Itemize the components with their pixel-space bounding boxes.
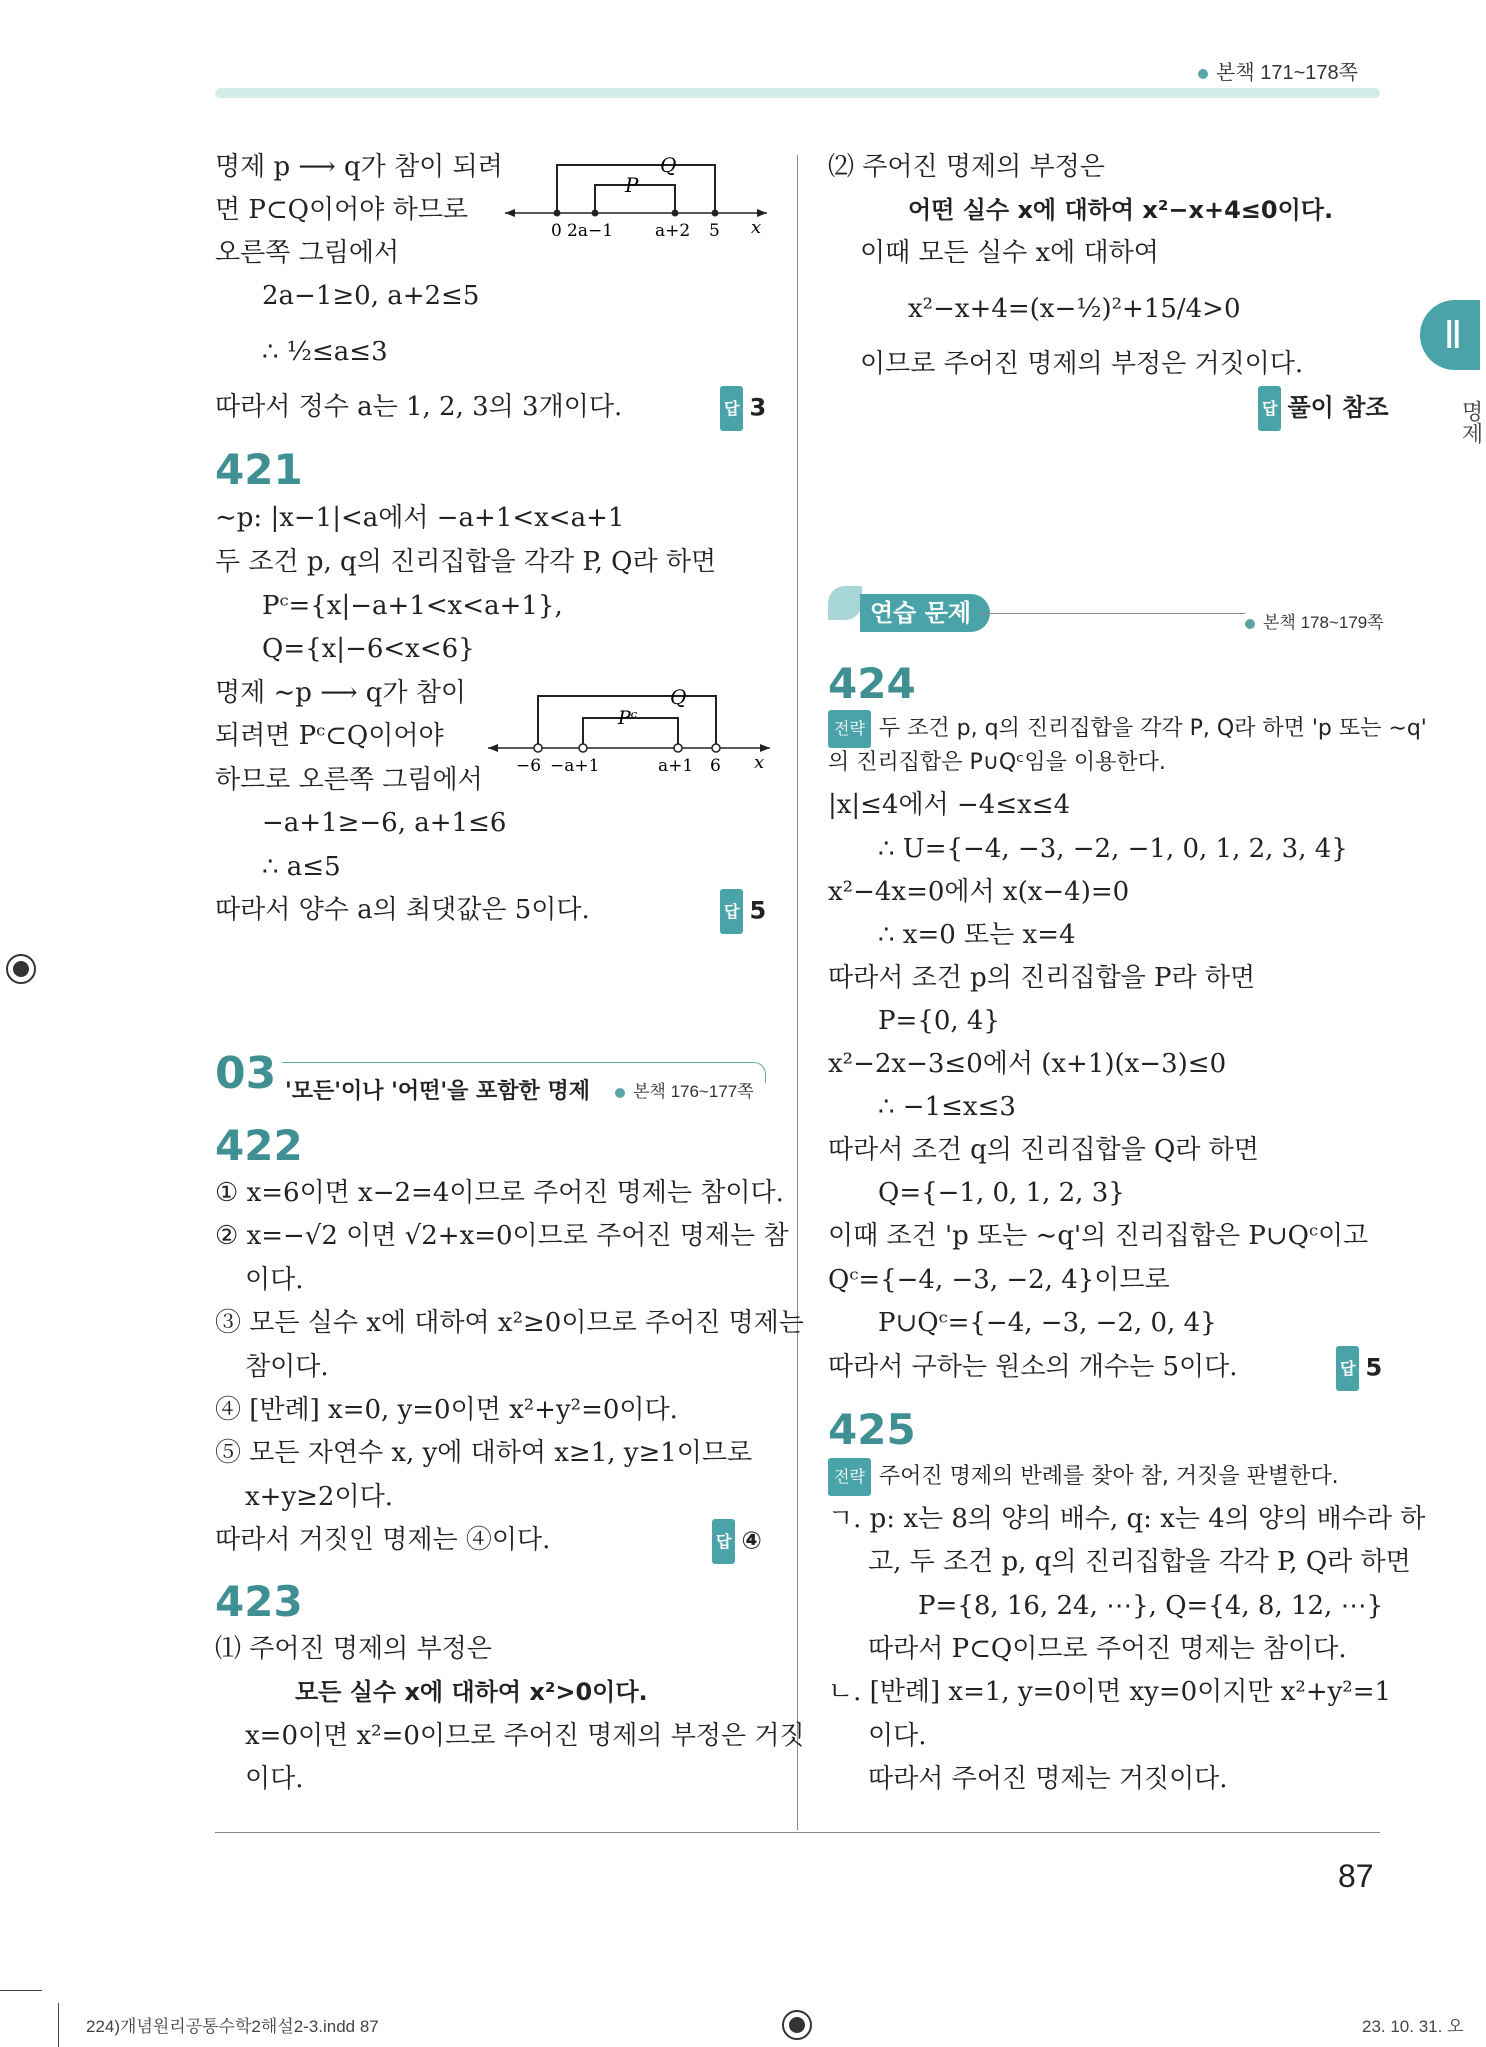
- answer-tag: 답: [1258, 386, 1281, 431]
- text-line: ∴ ½≤a≤3: [262, 337, 388, 367]
- text-line: 명제 ∼p ⟶ q가 참이: [215, 678, 466, 708]
- footer-date: 23. 10. 31. 오: [1362, 2017, 1464, 2036]
- text-line: ㄴ. [반례] x=1, y=0이면 xy=0이지만 x²+y²=1: [828, 1677, 1392, 1707]
- answer-tag: 답: [1336, 1346, 1359, 1391]
- answer-value: 3: [749, 393, 767, 422]
- text-line: ∴ U={−4, −3, −2, −1, 0, 1, 2, 3, 4}: [878, 834, 1348, 864]
- fig2-tick: −a+1: [550, 756, 600, 776]
- number-line-figure-1: [505, 150, 770, 240]
- answer-value: 풀이 참조: [1287, 393, 1389, 422]
- text-line: 오른쪽 그림에서: [215, 238, 400, 268]
- text-line: 2a−1≥0, a+2≤5: [262, 281, 480, 311]
- text-line: −a+1≥−6, a+1≤6: [262, 808, 507, 838]
- text-line: 하므로 오른쪽 그림에서: [215, 765, 483, 795]
- text-line: x²−4x=0에서 x(x−4)=0: [828, 877, 1130, 907]
- answer-value: 5: [1365, 1353, 1383, 1382]
- text-line: P={8, 16, 24, ⋯}, Q={4, 8, 12, ⋯}: [918, 1591, 1384, 1621]
- bullet-icon: [1245, 619, 1255, 629]
- text-line: P∪Qᶜ={−4, −3, −2, 0, 4}: [878, 1308, 1217, 1338]
- text-line: ∴ a≤5: [262, 852, 341, 882]
- text-line: 이다.: [245, 1265, 304, 1295]
- crop-mark: [0, 1990, 42, 1991]
- chapter-tab: [1420, 300, 1480, 370]
- text-line: Q={x|−6<x<6}: [262, 634, 475, 664]
- text-line: ① x=6이면 x−2=4이므로 주어진 명제는 참이다.: [215, 1178, 784, 1208]
- text-line: 이다.: [245, 1764, 304, 1794]
- fig1-x-label: x: [751, 217, 762, 238]
- text-line: 되려면 Pᶜ⊂Q이어야: [215, 721, 444, 751]
- registration-mark-icon: [6, 954, 36, 984]
- text-line: x+y≥2이다.: [245, 1482, 393, 1512]
- text-line: 의 진리집합은 P∪Qᶜ임을 이용한다.: [828, 750, 1166, 775]
- text-line: 참이다.: [245, 1352, 329, 1382]
- problem-number-422: 422: [215, 1121, 303, 1170]
- text-line: 이므로 주어진 명제의 부정은 거짓이다.: [860, 349, 1304, 379]
- strategy-tag: 전략: [828, 710, 871, 748]
- leaf-icon: [828, 586, 862, 620]
- practice-title: 연습 문제: [860, 594, 990, 632]
- section-underline: [282, 1062, 766, 1083]
- fig2-Q-label: Q: [670, 685, 687, 709]
- text-line: ∴ −1≤x≤3: [878, 1092, 1016, 1122]
- strategy-425: 전략 주어진 명제의 반례를 찾아 참, 거짓을 판별한다.: [828, 1458, 1339, 1496]
- text-line: x²−2x−3≤0에서 (x+1)(x−3)≤0: [828, 1049, 1227, 1079]
- answer-424: [1336, 1346, 1382, 1391]
- chapter-label: 명제: [1458, 400, 1483, 444]
- strategy-tag: 전략: [828, 1458, 871, 1496]
- text-line: 면 P⊂Q이어야 하므로: [215, 195, 468, 225]
- text-line: 따라서 구하는 원소의 개수는 5이다.: [828, 1352, 1238, 1382]
- bottom-rule: [215, 1832, 1380, 1833]
- text-line: 따라서 조건 p의 진리집합을 P라 하면: [828, 963, 1256, 993]
- text-line: 따라서 조건 q의 진리집합을 Q라 하면: [828, 1135, 1259, 1165]
- text-line: ③ 모든 실수 x에 대하여 x²≥0이므로 주어진 명제는: [215, 1308, 804, 1338]
- answer-tag: 답: [720, 386, 743, 431]
- text-line: ∼p: |x−1|<a에서 −a+1<x<a+1: [215, 503, 625, 533]
- fig2-P-label: Pᶜ: [618, 707, 638, 729]
- answer-420: [720, 386, 766, 431]
- text-line: ⑵ 주어진 명제의 부정은: [828, 152, 1105, 182]
- fig1-tick: 5: [709, 221, 720, 241]
- answer-422: [712, 1519, 762, 1564]
- section-title: '모든'이나 '어떤'을 포함한 명제: [285, 1079, 590, 1104]
- text-line: P={0, 4}: [878, 1006, 1000, 1036]
- page-ref: 본책 171~178쪽: [1198, 56, 1358, 85]
- text-line: 명제 p ⟶ q가 참이 되려: [215, 152, 503, 182]
- number-line-figure-2: [488, 678, 773, 778]
- text-line: 따라서 주어진 명제는 거짓이다.: [868, 1764, 1228, 1794]
- fig1-tick: 2a−1: [567, 221, 614, 241]
- top-bar: [215, 88, 1380, 98]
- fig2-tick: −6: [516, 756, 542, 776]
- problem-number-425: 425: [828, 1405, 916, 1454]
- answer-421: [720, 889, 766, 934]
- crop-mark: [58, 2003, 59, 2047]
- text-line: x²−x+4=(x−½)²+15/4>0: [908, 294, 1241, 324]
- answer-value: ④: [741, 1526, 762, 1555]
- bullet-icon: [1198, 69, 1208, 79]
- fig2-x-label: x: [754, 752, 765, 773]
- text-line: ② x=−√2 이면 √2+x=0이므로 주어진 명제는 참: [215, 1221, 789, 1251]
- chapter-numeral: Ⅱ: [1443, 313, 1463, 357]
- problem-number-421: 421: [215, 445, 303, 494]
- fig2-tick: 6: [710, 756, 721, 776]
- text-line: x=0이면 x²=0이므로 주어진 명제의 부정은 거짓: [245, 1721, 805, 1751]
- fig1-P-label: P: [625, 173, 639, 197]
- text-line: 두 조건 p, q의 진리집합을 각각 P, Q라 하면: [215, 547, 717, 577]
- text-line: 이때 조건 'p 또는 ∼q'의 진리집합은 P∪Qᶜ이고: [828, 1221, 1369, 1251]
- text-line: 따라서 정수 a는 1, 2, 3의 3개이다.: [215, 392, 623, 422]
- fig1-Q-label: Q: [660, 153, 677, 177]
- fig1-tick: 0: [551, 221, 562, 241]
- problem-number-423: 423: [215, 1577, 303, 1626]
- bullet-icon: [615, 1088, 625, 1098]
- text-line: 따라서 양수 a의 최댓값은 5이다.: [215, 895, 590, 925]
- strategy-424: 전략 두 조건 p, q의 진리집합을 각각 P, Q라 하면 'p 또는 ∼q': [828, 710, 1427, 748]
- text-line: 모든 실수 x에 대하여 x²>0이다.: [295, 1678, 648, 1706]
- text-line: ∴ x=0 또는 x=4: [878, 920, 1076, 950]
- column-divider: [797, 155, 798, 1830]
- fig1-tick: a+2: [655, 221, 691, 241]
- text-line: Pᶜ={x|−a+1<x<a+1},: [262, 591, 563, 621]
- practice-rule: [980, 613, 1245, 614]
- text-line: 이때 모든 실수 x에 대하여: [860, 238, 1159, 268]
- text-line: 어떤 실수 x에 대하여 x²−x+4≤0이다.: [908, 196, 1334, 224]
- practice-ref: 본책 178~179쪽: [1245, 601, 1384, 644]
- page-number: 87: [1338, 1858, 1374, 1894]
- text-line: |x|≤4에서 −4≤x≤4: [828, 790, 1071, 820]
- answer-423: [1258, 386, 1389, 431]
- text-line: 이다.: [868, 1721, 927, 1751]
- text-line: ⑤ 모든 자연수 x, y에 대하여 x≥1, y≥1이므로: [215, 1438, 753, 1468]
- text-line: Qᶜ={−4, −3, −2, 4}이므로: [828, 1265, 1170, 1295]
- section-number: 03: [215, 1048, 277, 1099]
- section-ref: 본책 176~177쪽: [615, 1070, 754, 1113]
- text-line: 따라서 거짓인 명제는 ④이다.: [215, 1525, 551, 1555]
- text-line: ㄱ. p: x는 8의 양의 배수, q: x는 4의 양의 배수라 하: [828, 1504, 1426, 1534]
- text-line: 고, 두 조건 p, q의 진리집합을 각각 P, Q라 하면: [868, 1547, 1411, 1577]
- answer-value: 5: [749, 896, 767, 925]
- text-line: 따라서 P⊂Q이므로 주어진 명제는 참이다.: [868, 1634, 1347, 1664]
- text-line: Q={−1, 0, 1, 2, 3}: [878, 1178, 1125, 1208]
- text-line: ⑴ 주어진 명제의 부정은: [215, 1634, 492, 1664]
- text-line: ④ [반례] x=0, y=0이면 x²+y²=0이다.: [215, 1395, 678, 1425]
- footer-file: 224)개념원리공통수학2해설2-3.indd 87: [86, 2017, 379, 2036]
- registration-mark-icon: [782, 2010, 812, 2040]
- fig2-tick: a+1: [658, 756, 694, 776]
- answer-tag: 답: [720, 889, 743, 934]
- answer-tag: 답: [712, 1519, 735, 1564]
- problem-number-424: 424: [828, 659, 916, 708]
